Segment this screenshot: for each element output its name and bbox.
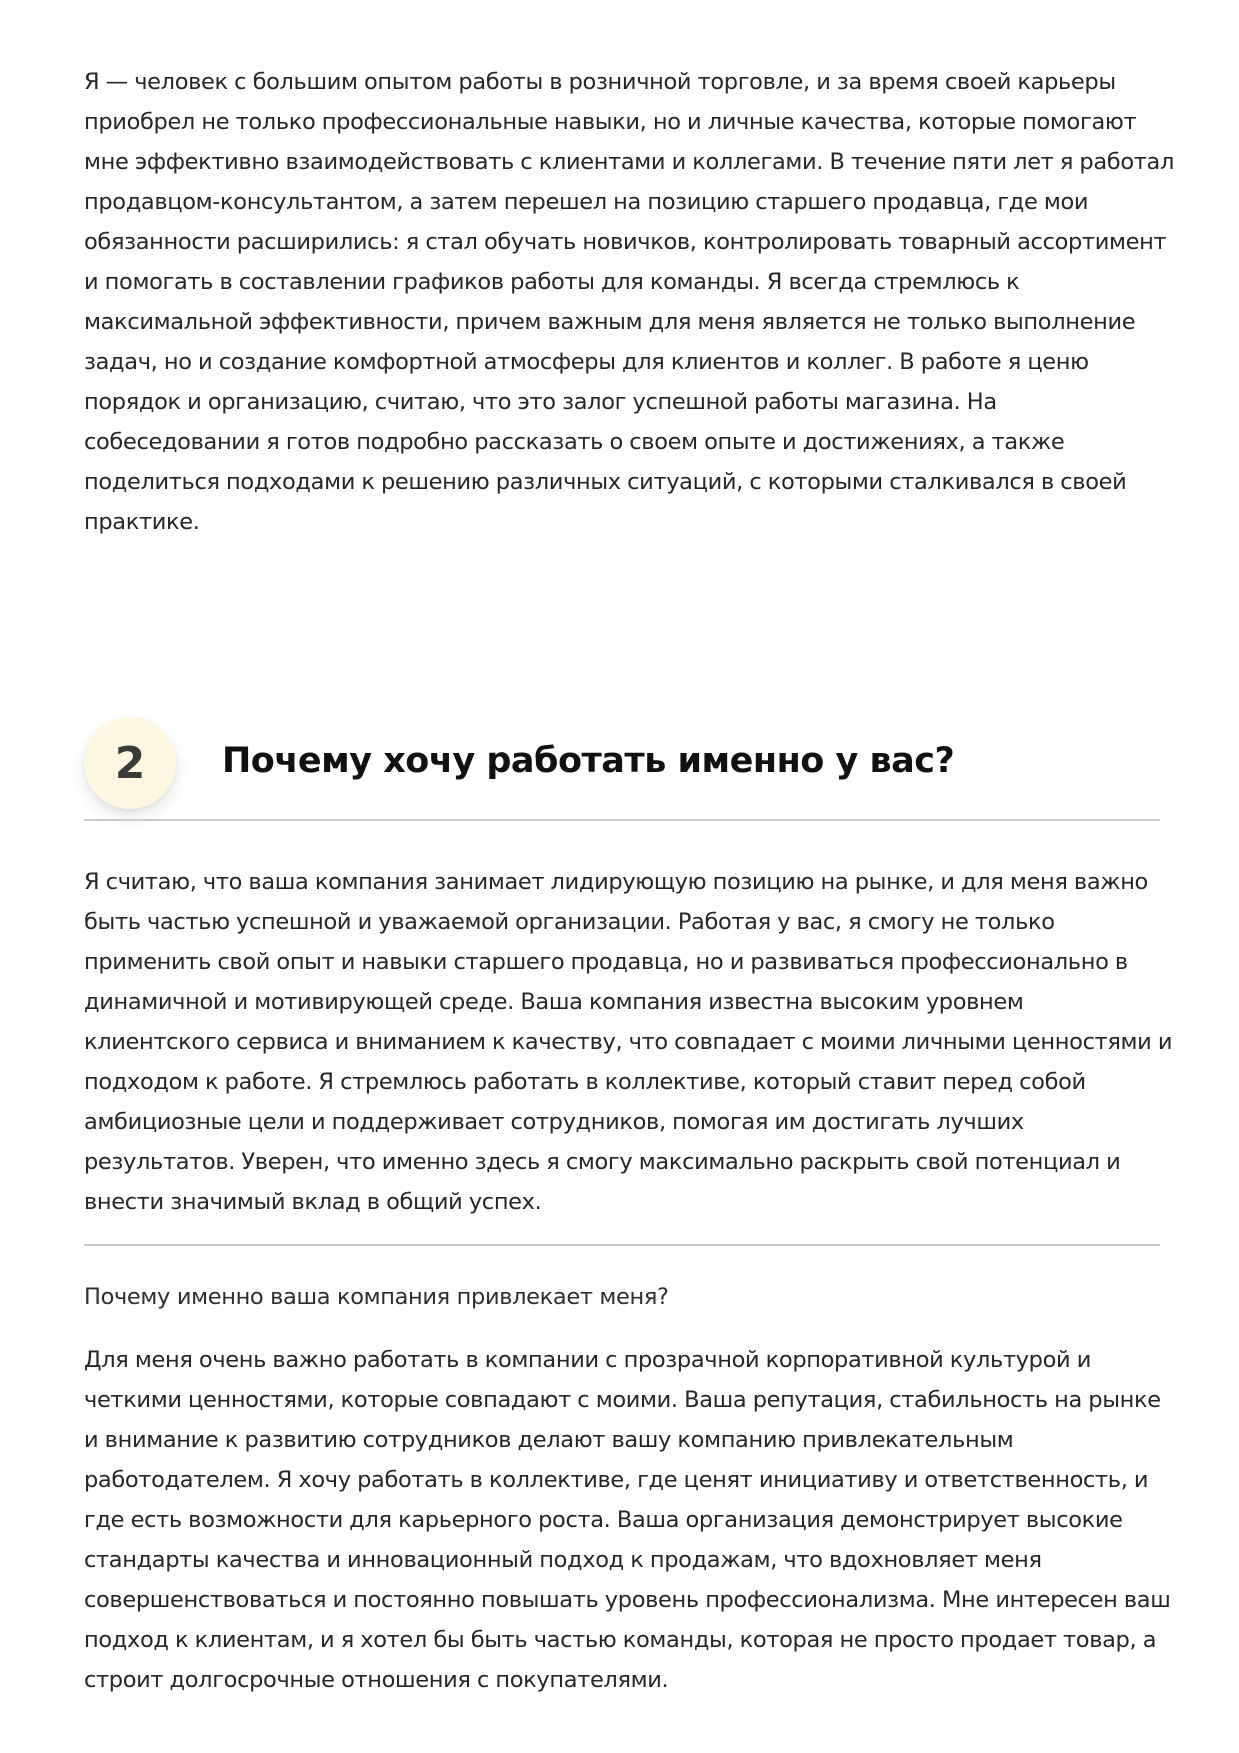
section-title: Почему хочу работать именно у вас?: [222, 741, 955, 781]
intro-paragraph: Я — человек с большим опытом работы в розничной торговле, и за время своей карьеры приобрел не только профессиональные навыки, но и личные качества, которые помогают мне эффективно взаимодействовать с клиентами и коллегами. В течение пяти лет я работал продавцом-консультантом, а затем перешел на позицию старшего продавца, где мои обязанности расширились: я стал обучать новичков, контролировать товарный ассортимент и помогать в составлении графиков работы для команды. Я всегда стремлюсь к максимальной эффективности, причем важным для меня является не только выполнение задач, но и создание комфортной атмосферы для клиентов и коллег. В работе я ценю порядок и организацию, считаю, что это залог успешной работы магазина. На собеседовании я готов подробно рассказать о своем опыте и достижениях, а также поделиться подходами к решению различных ситуаций, с которыми сталкивался в своей практике.: [84, 69, 1174, 535]
section-header: [84, 717, 1160, 817]
section-title-divider: [84, 819, 1160, 821]
sub-question-heading: Почему именно ваша компания привлекает меня?: [84, 1284, 669, 1310]
section-number-badge: 2: [84, 717, 176, 809]
section-body-paragraph: Я считаю, что ваша компания занимает лидирующую позицию на рынке, и для меня важно быть частью успешной и уважаемой организации. Работая у вас, я смогу не только применить свой опыт и навыки старшего продавца, но и развиваться профессионально в динамичной и мотивирующей среде. Ваша компания известна высоким уровнем клиентского сервиса и вниманием к качеству, что совпадает с моими личными ценностями и подходом к работе. Я стремлюсь работать в коллективе, который ставит перед собой амбициозные цели и поддерживает сотрудников, помогая им достигать лучших результатов. Уверен, что именно здесь я смогу максимально раскрыть свой потенциал и внести значимый вклад в общий успех.: [84, 869, 1173, 1215]
sub-question-answer: Для меня очень важно работать в компании с прозрачной корпоративной культурой и четкими ценностями, которые совпадают с моими. Ваша репутация, стабильность на рынке и внимание к развитию сотрудников делают вашу компанию привлекательным работодателем. Я хочу работать в коллективе, где ценят инициативу и ответственность, и где есть возможности для карьерного роста. Ваша организация демонстрирует высокие стандарты качества и инновационный подход к продажам, что вдохновляет меня совершенствоваться и постоянно повышать уровень профессионализма. Мне интересен ваш подход к клиентам, и я хотел бы быть частью команды, которая не просто продает товар, а строит долгосрочные отношения с покупателями.: [84, 1347, 1171, 1693]
section-body-divider: [84, 1244, 1160, 1246]
